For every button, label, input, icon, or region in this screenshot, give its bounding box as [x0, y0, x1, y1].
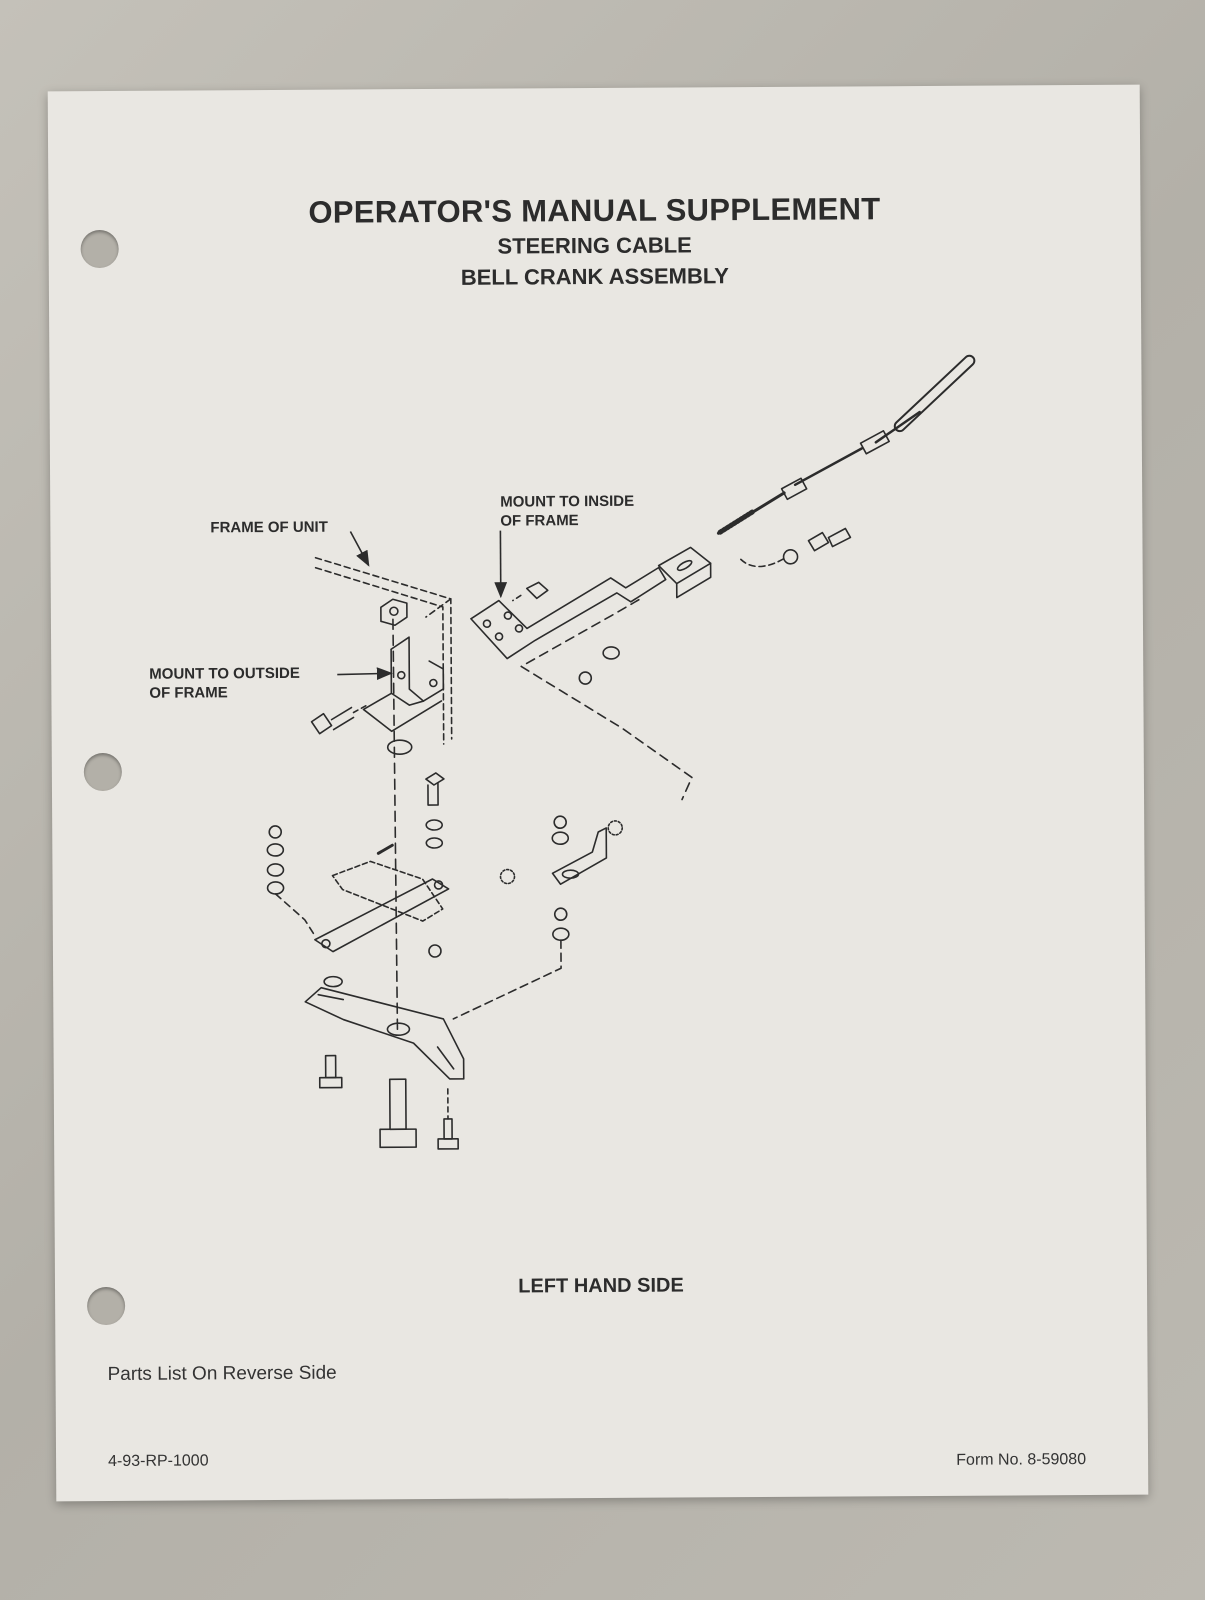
parts-list-note: Parts List On Reverse Side — [107, 1362, 337, 1386]
page-subtitle-line2: BELL CRANK ASSEMBLY — [460, 263, 729, 290]
cable-end-bolt — [808, 528, 850, 550]
pivot-pin — [378, 845, 392, 853]
form-number: Form No. 8-59080 — [956, 1451, 1087, 1469]
small-angle-bracket — [552, 828, 606, 884]
manual-page — [48, 85, 1149, 1502]
plate-screw-right — [438, 1089, 458, 1149]
plate-screw-left — [320, 1056, 342, 1088]
bell-crank-plate — [305, 987, 464, 1080]
cable-linkage-route — [521, 599, 692, 800]
document-code: 4-93-RP-1000 — [108, 1452, 209, 1471]
mount-outside-label-line2: OF FRAME — [149, 684, 228, 702]
outside-bracket-top-nut — [381, 599, 407, 625]
mount-outside-label-line1: MOUNT TO OUTSIDE — [149, 664, 300, 683]
page-title: OPERATOR'S MANUAL SUPPLEMENT — [308, 191, 881, 230]
page-subtitle-line1: STEERING CABLE — [497, 232, 692, 259]
inside-bracket-nut — [527, 582, 548, 598]
mount-inside-label-line1: MOUNT TO INSIDE — [500, 492, 635, 511]
frame-of-unit-label: FRAME OF UNIT — [210, 518, 328, 537]
diagram-caption: LEFT HAND SIDE — [518, 1274, 684, 1298]
outside-bracket-bolt — [311, 707, 353, 733]
link-bolt — [426, 773, 445, 957]
upper-arm-ghost — [332, 861, 442, 922]
cable-end-washer — [784, 550, 798, 564]
pivot-shoulder-bolt — [380, 1079, 416, 1147]
mount-inside-label-line2: OF FRAME — [500, 512, 579, 530]
left-hardware-stack — [267, 826, 315, 936]
frame-label-pointer — [350, 531, 368, 565]
steering-cable — [717, 361, 970, 534]
cable-anchor-clip — [659, 547, 711, 597]
upper-arm — [315, 879, 449, 952]
plate-washer — [324, 977, 342, 987]
outside-label-pointer — [337, 673, 391, 674]
pivot-axis-line — [393, 619, 398, 1029]
outside-mount-bracket — [363, 637, 444, 731]
pivot-washer — [388, 740, 412, 754]
